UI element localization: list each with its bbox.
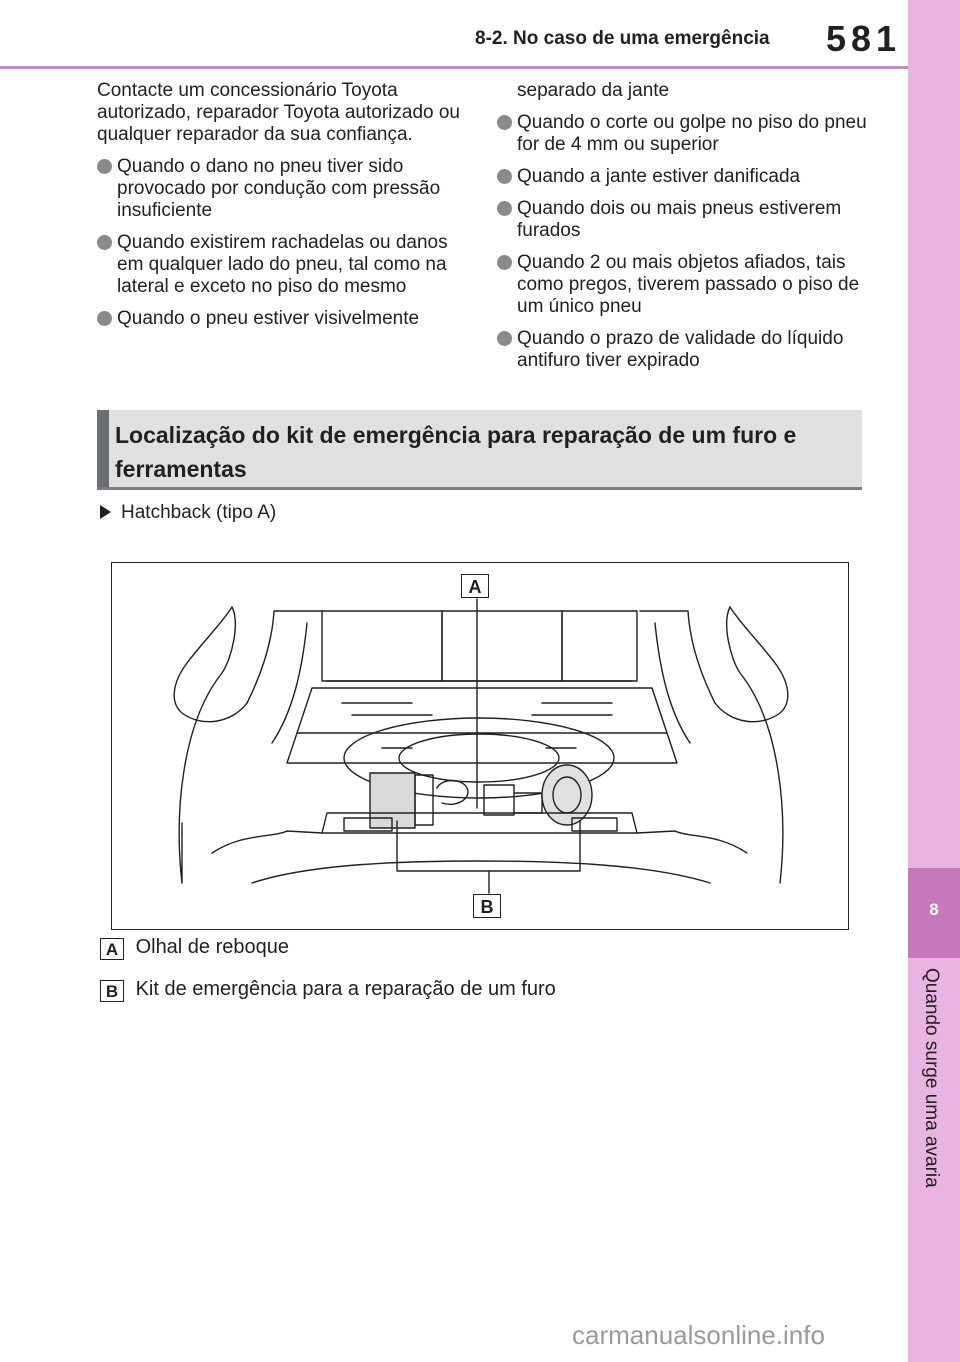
- legend-text-a: Olhal de reboque: [135, 936, 290, 958]
- legend-key-a: A: [100, 938, 124, 960]
- bullet-dot-icon: [97, 235, 112, 250]
- list-item: Quando dois ou mais pneus estiverem furados: [497, 198, 867, 242]
- header-rule: [0, 66, 908, 69]
- section-title: 8-2. No caso de uma emergência: [475, 28, 770, 49]
- left-column: [97, 80, 472, 340]
- trunk-drawing: [112, 563, 847, 928]
- bullet-continuation: separado da jante: [517, 80, 670, 101]
- list-item: Quando a jante estiver danificada: [497, 166, 867, 188]
- right-column: [497, 80, 867, 382]
- watermark: carmanualsonline.info: [572, 1320, 825, 1350]
- bullet-dot-icon: [497, 115, 512, 130]
- heading-accent-bar: [97, 410, 109, 487]
- callout-b: B: [473, 894, 501, 918]
- section-heading: Localização do kit de emergência para reparação de um furo e ferramentas: [115, 422, 797, 482]
- trunk-illustration: [111, 562, 849, 930]
- legend-text-b: Kit de emergência para a reparação de um furo: [135, 978, 556, 1000]
- chapter-number: 8: [929, 900, 939, 919]
- section-heading-box: [97, 410, 862, 490]
- bullet-dot-icon: [97, 159, 112, 174]
- legend-item-a: [100, 936, 289, 960]
- bullet-dot-icon: [497, 169, 512, 184]
- callout-a: A: [461, 574, 489, 598]
- legend-item-b: [100, 978, 556, 1002]
- list-item: Quando o dano no pneu tiver sido provocado por condução com pressão insuficiente: [97, 156, 472, 222]
- bullet-dot-icon: [497, 201, 512, 216]
- bullet-dot-icon: [497, 331, 512, 346]
- bullet-dot-icon: [97, 311, 112, 326]
- variant-label: Hatchback (tipo A): [100, 502, 276, 524]
- list-item: Quando o corte ou golpe no piso do pneu for de 4 mm ou superior: [497, 112, 867, 156]
- list-item: Quando o pneu estiver visivelmente: [97, 308, 472, 330]
- page-number: 581: [826, 18, 902, 59]
- triangle-bullet-icon: [100, 505, 111, 519]
- bullet-dot-icon: [497, 255, 512, 270]
- intro-paragraph: Contacte um concessionário Toyota autorizado, reparador Toyota autorizado ou qualquer reparador da sua confiança.: [97, 80, 461, 145]
- legend-key-b: B: [100, 980, 124, 1002]
- list-item: Quando o prazo de validade do líquido antifuro tiver expirado: [497, 328, 867, 372]
- list-item: Quando existirem rachadelas ou danos em qualquer lado do pneu, tal como na lateral e exceto no piso do mesmo: [97, 232, 472, 298]
- chapter-name: Quando surge uma avaria: [921, 968, 942, 1188]
- list-item: Quando 2 ou mais objetos afiados, tais como pregos, tiverem passado o piso de um único pneu: [497, 252, 867, 318]
